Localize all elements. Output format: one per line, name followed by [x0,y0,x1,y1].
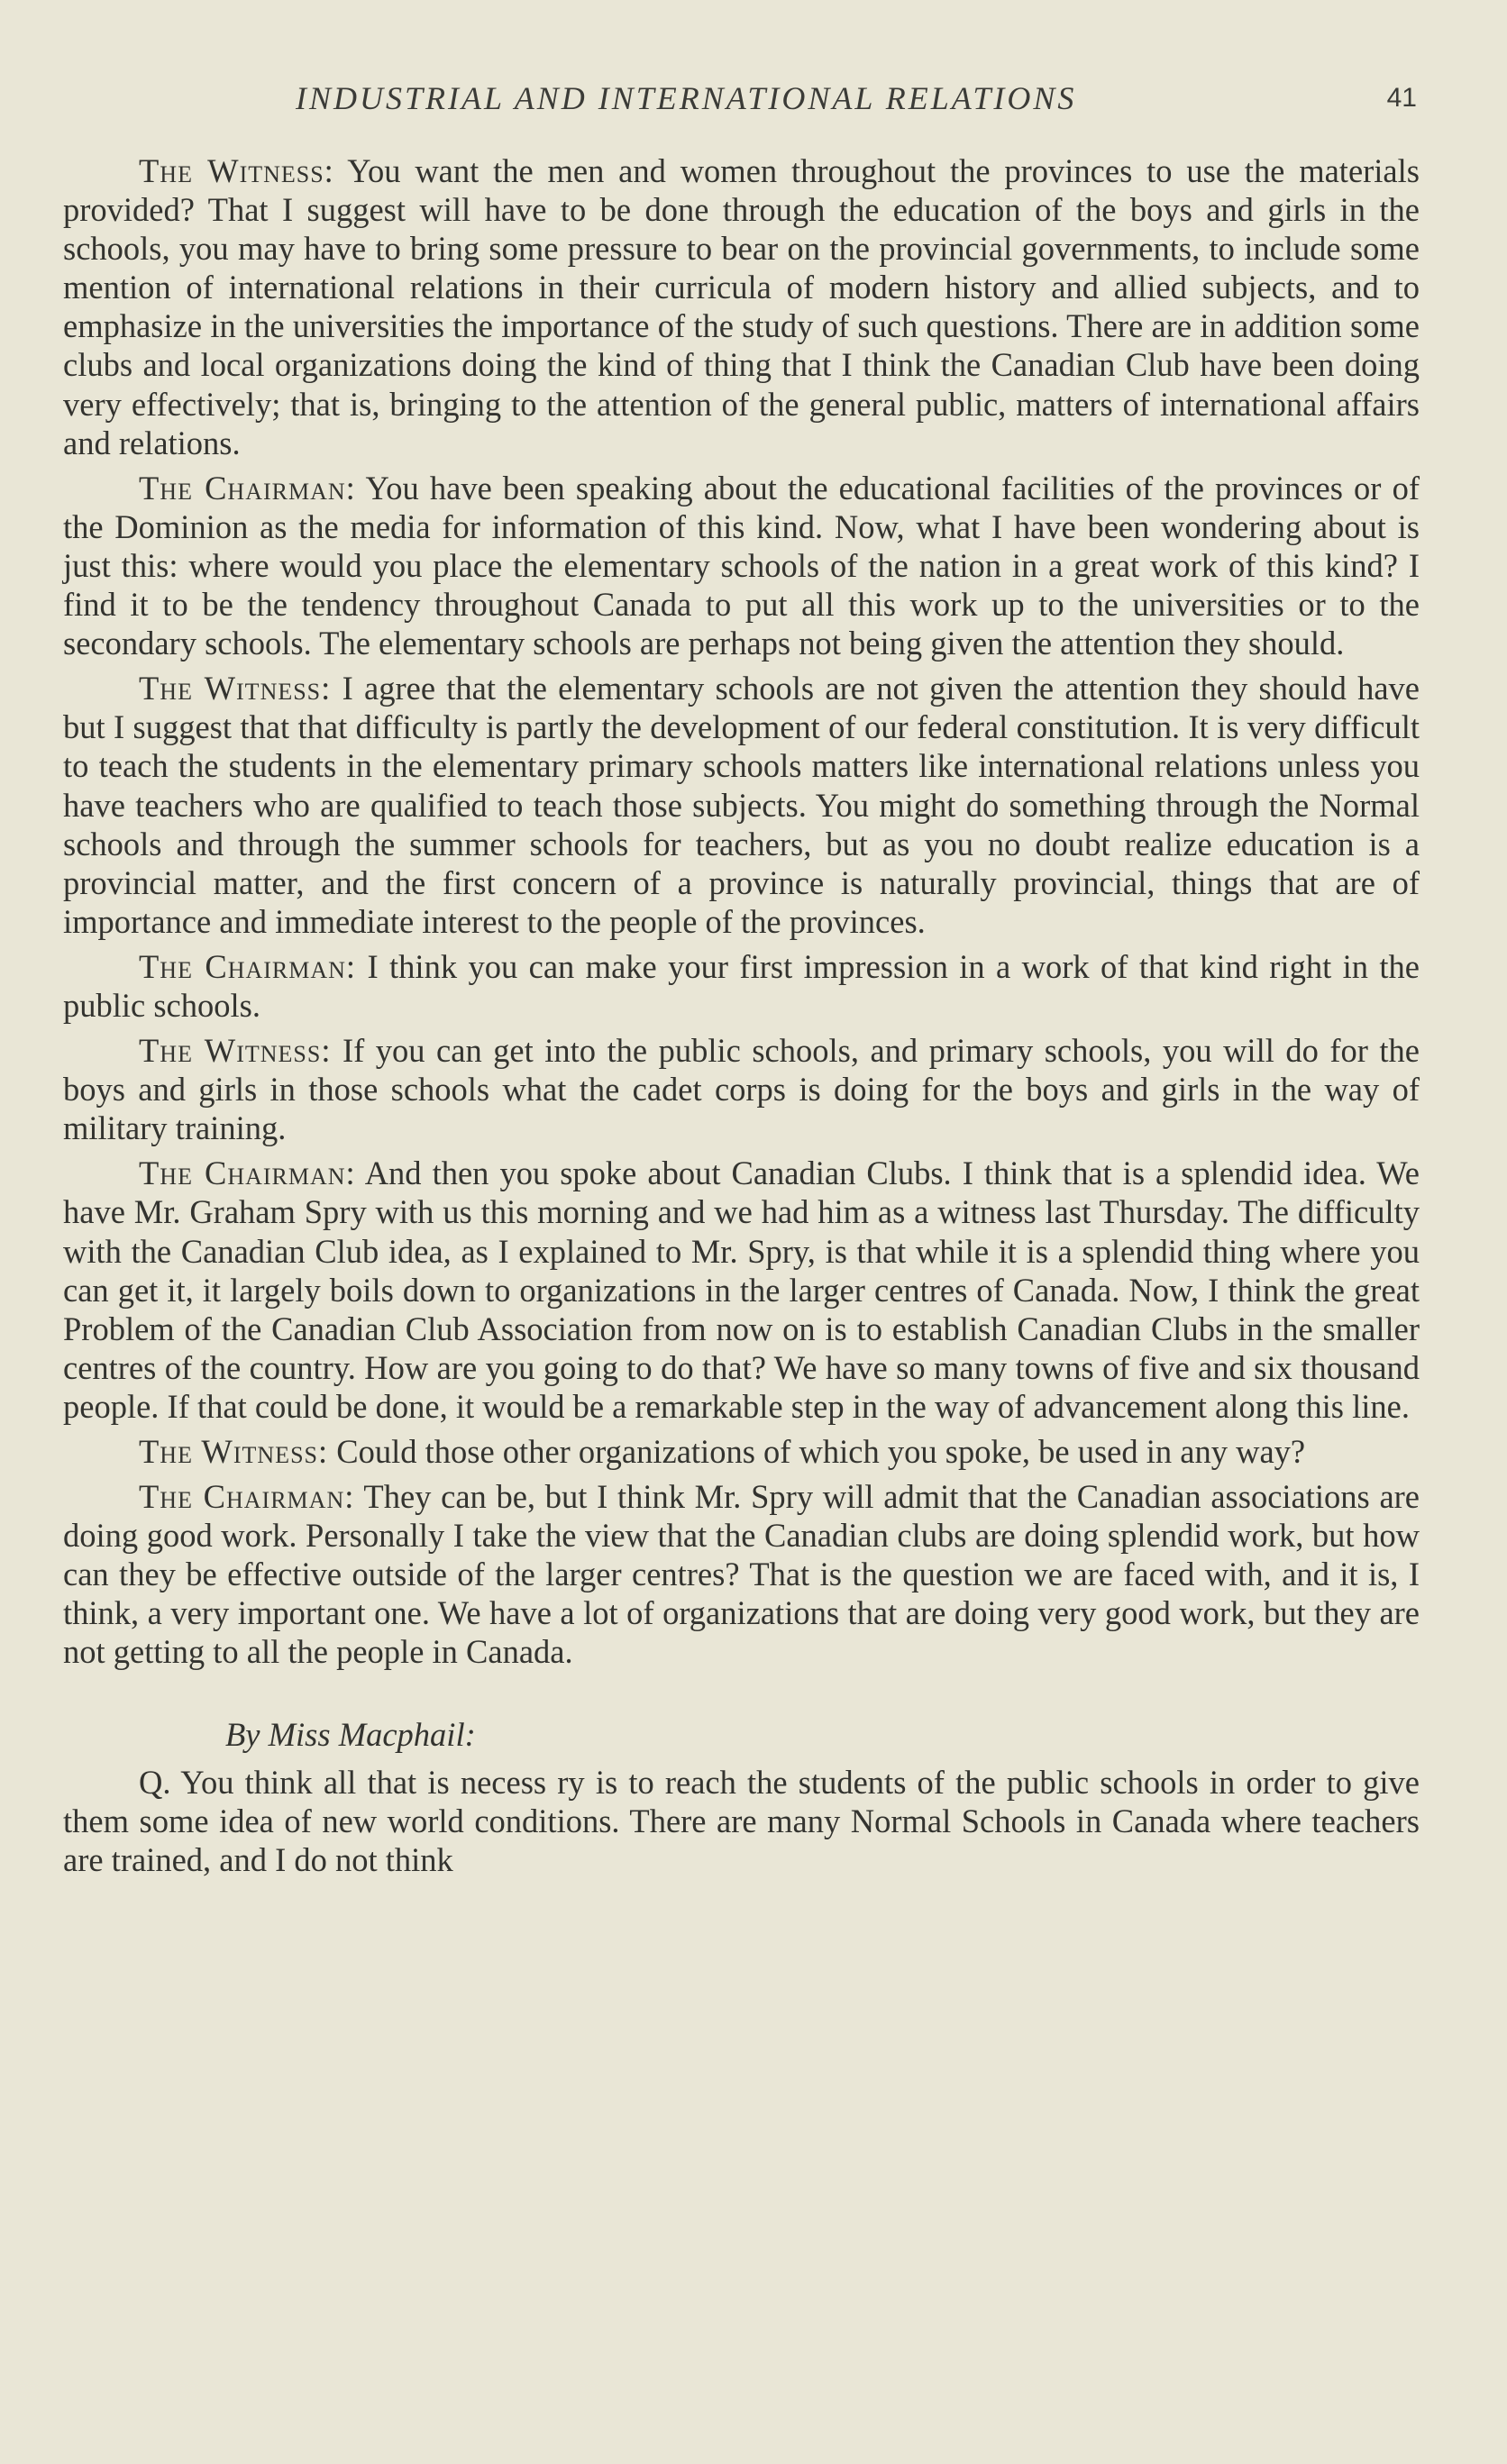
paragraph-text: You have been speaking about the educational facilities of the provinces or of the Dominion as the media for information of this kind. Now, what I have been wondering about is just this: where would you place the elementary schools of the nation in a great work of this kind? I find it to be the tendency throughout Canada to put all this work up to the universities or to the secondary schools. The elementary schools are perhaps not being given the attention they should. [63,469,1420,662]
speaker-label: The Chairman: [139,1478,355,1516]
paragraph-text: And then you spoke about Canadian Clubs. I think that is a splendid idea. We have Mr. Graham Spry with us this morning and we had him as a witness last Thursday. The difficulty with the Canadian Club idea, as I explained to Mr. Spry, is that while it is a splendid thing where you can get it, it largely boils down to organizations in the larger centres of Canada. Now, I think the great Problem of the Canadian Club Association from now on is to establish Canadian Clubs in the smaller centres of the country. How are you going to do that? We have so many towns of five and six thousand people. If that could be done, it would be a remarkable step in the way of advancement along this line. [63,1154,1420,1425]
paragraph [63,1477,1420,1671]
paragraph [63,1154,1420,1426]
speaker-label: The Chairman: [139,1154,356,1192]
speaker-label: The Chairman: [139,947,357,985]
paragraph-text: You want the men and women throughout the provinces to use the materials provided? That I suggest will have to be done through the education of the boys and girls in the schools, you may have to bring some pressure to bear on the provincial governments, to include some mention of international relations in their curricula of modern history and allied subjects, and to emphasize in the universities the importance of the study of such questions. There are in addition some clubs and local organizations doing the kind of thing that I think the Canadian Club have been doing very effectively; that is, bringing to the attention of the general public, matters of international affairs and relations. [63,152,1420,461]
running-head [63,72,1415,126]
paragraph [63,1031,1420,1147]
paragraph [63,947,1420,1025]
page-number: 41 [1386,83,1417,113]
question-paragraph [63,1763,1420,1879]
paragraph [63,669,1420,941]
speaker-label: The Witness: [139,152,334,189]
speaker-label: The Chairman: [139,469,356,506]
speaker-label: The Witness: [139,670,332,707]
speaker-label: The Witness: [139,1032,332,1070]
paragraph [63,1432,1420,1471]
question-text: You think all that is necess ry is to reach the students of the public schools in order to give them some idea of new world conditions. There are many Normal Schools in Canada where teachers are trained, and I do not think [63,1763,1420,1878]
paragraph-text: If you can get into the public schools, and primary schools, you will do for the boys and girls in those schools what the cadet corps is doing for the boys and girls in the way of military training. [63,1032,1420,1147]
paragraph-text: I agree that the elementary schools are not given the attention they should have but I suggest that that difficulty is partly the development of our federal constitution. It is very difficult to teach the students in the elementary primary schools matters like international relations unless you have teachers who are qualified to teach those subjects. You might do something through the Normal schools and through the summer schools for teachers, but as you no doubt realize education is a provincial matter, and the first concern of a province is naturally provincial, things that are of importance and immediate interest to the people of the provinces. [63,670,1420,940]
speaker-label: The Witness: [139,1433,329,1470]
paragraph [63,469,1420,662]
paragraph-text: Could those other organizations of which you spoke, be used in any way? [328,1433,1306,1470]
body-text [63,151,1420,1885]
paragraph-text: I think you can make your first impression in a work of that kind right in the public schools. [63,947,1420,1024]
paragraph-text: They can be, but I think Mr. Spry will admit that the Canadian associations are doing good work. Personally I take the view that the Canadian clubs are doing splendid work, but how can they be effective outside of the larger centres? That is the question we are faced with, and it is, I think, a very important one. We have a lot of organizations that are doing very good work, but they are not getting to all the people in Canada. [63,1478,1420,1671]
examiner-byline: By Miss Macphail: [225,1715,476,1753]
paragraph [63,151,1420,462]
running-title: INDUSTRIAL AND INTERNATIONAL RELATIONS [296,80,1077,116]
question-label: Q. [139,1763,171,1801]
